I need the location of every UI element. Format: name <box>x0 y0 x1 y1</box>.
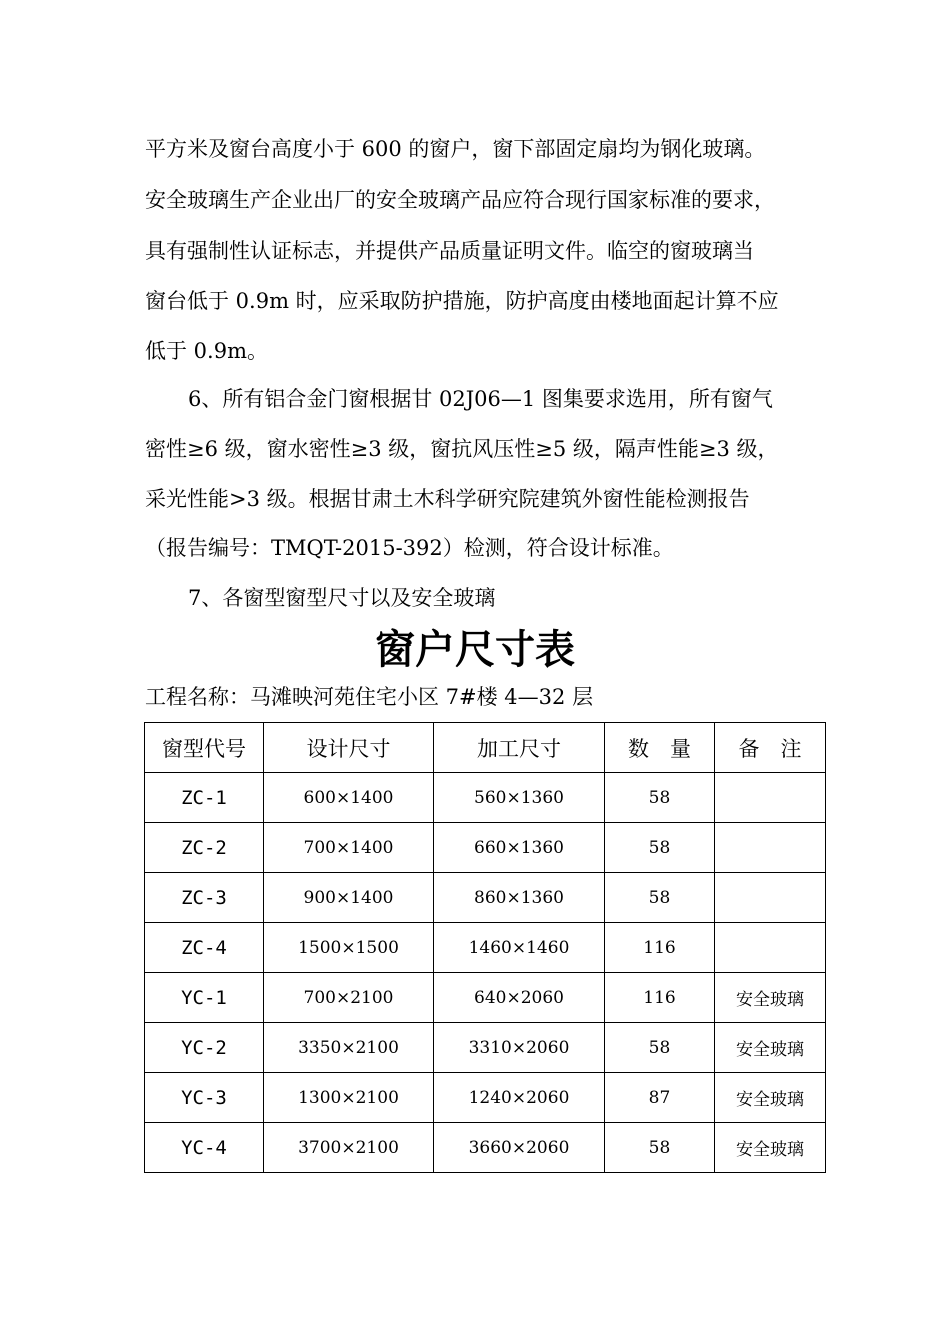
paragraph-line: 6、所有铝合金门窗根据甘 02J06—1 图集要求选用，所有窗气 <box>188 387 773 411</box>
table-row <box>145 973 826 1023</box>
table-row <box>145 1123 826 1173</box>
table-title: 窗户尺寸表 <box>375 627 575 673</box>
cell-quantity: 58 <box>605 873 715 923</box>
cell-remarks: 安全玻璃 <box>715 1073 826 1123</box>
cell-quantity: 116 <box>605 923 715 973</box>
cell-remarks: 安全玻璃 <box>715 1123 826 1173</box>
paragraph-line: （报告编号：TMQT-2015-392）检测，符合设计标准。 <box>145 536 674 560</box>
cell-process-size: 860×1360 <box>434 873 605 923</box>
paragraph-line: 7、各窗型窗型尺寸以及安全玻璃 <box>188 586 496 610</box>
cell-design-size: 3700×2100 <box>264 1123 434 1173</box>
cell-process-size: 640×2060 <box>434 973 605 1023</box>
cell-remarks: 安全玻璃 <box>715 973 826 1023</box>
cell-process-size: 560×1360 <box>434 773 605 823</box>
cell-remarks: 安全玻璃 <box>715 1023 826 1073</box>
paragraph-line: 窗台低于 0.9m 时，应采取防护措施，防护高度由楼地面起计算不应 <box>145 289 779 313</box>
cell-quantity: 58 <box>605 1023 715 1073</box>
cell-window-code: YC-1 <box>145 973 264 1023</box>
cell-process-size: 1460×1460 <box>434 923 605 973</box>
cell-window-code: ZC-3 <box>145 873 264 923</box>
cell-design-size: 1300×2100 <box>264 1073 434 1123</box>
header-remarks: 备 注 <box>715 723 826 773</box>
project-name: 工程名称：马滩映河苑住宅小区 7#楼 4—32 层 <box>145 685 594 709</box>
cell-remarks <box>715 923 826 973</box>
cell-remarks <box>715 823 826 873</box>
table-row <box>145 1073 826 1123</box>
table-row <box>145 823 826 873</box>
window-size-table <box>144 722 826 1173</box>
paragraph-line: 密性≥6 级，窗水密性≥3 级，窗抗风压性≥5 级，隔声性能≥3 级， <box>145 437 779 461</box>
cell-window-code: YC-2 <box>145 1023 264 1073</box>
table-row <box>145 773 826 823</box>
cell-window-code: YC-4 <box>145 1123 264 1173</box>
cell-design-size: 700×2100 <box>264 973 434 1023</box>
cell-window-code: ZC-4 <box>145 923 264 973</box>
paragraph-line: 具有强制性认证标志，并提供产品质量证明文件。临空的窗玻璃当 <box>145 239 754 263</box>
cell-quantity: 58 <box>605 773 715 823</box>
table-row <box>145 873 826 923</box>
cell-quantity: 116 <box>605 973 715 1023</box>
table-header-row <box>145 723 826 773</box>
table-row <box>145 1023 826 1073</box>
cell-window-code: ZC-2 <box>145 823 264 873</box>
cell-design-size: 1500×1500 <box>264 923 434 973</box>
cell-remarks <box>715 873 826 923</box>
cell-quantity: 58 <box>605 823 715 873</box>
cell-design-size: 600×1400 <box>264 773 434 823</box>
cell-remarks <box>715 773 826 823</box>
paragraph-line: 平方米及窗台高度小于 600 的窗户，窗下部固定扇均为钢化玻璃。 <box>145 137 766 161</box>
cell-process-size: 660×1360 <box>434 823 605 873</box>
cell-design-size: 700×1400 <box>264 823 434 873</box>
cell-design-size: 3350×2100 <box>264 1023 434 1073</box>
paragraph-line: 低于 0.9m。 <box>145 339 268 363</box>
header-design-size: 设计尺寸 <box>264 723 434 773</box>
header-quantity: 数 量 <box>605 723 715 773</box>
cell-process-size: 3660×2060 <box>434 1123 605 1173</box>
cell-window-code: ZC-1 <box>145 773 264 823</box>
header-process-size: 加工尺寸 <box>434 723 605 773</box>
paragraph-line: 采光性能>3 级。根据甘肃土木科学研究院建筑外窗性能检测报告 <box>145 487 750 511</box>
cell-window-code: YC-3 <box>145 1073 264 1123</box>
cell-quantity: 87 <box>605 1073 715 1123</box>
table-row <box>145 923 826 973</box>
paragraph-line: 安全玻璃生产企业出厂的安全玻璃产品应符合现行国家标准的要求， <box>145 188 775 212</box>
header-window-code: 窗型代号 <box>145 723 264 773</box>
cell-process-size: 3310×2060 <box>434 1023 605 1073</box>
cell-quantity: 58 <box>605 1123 715 1173</box>
cell-design-size: 900×1400 <box>264 873 434 923</box>
cell-process-size: 1240×2060 <box>434 1073 605 1123</box>
